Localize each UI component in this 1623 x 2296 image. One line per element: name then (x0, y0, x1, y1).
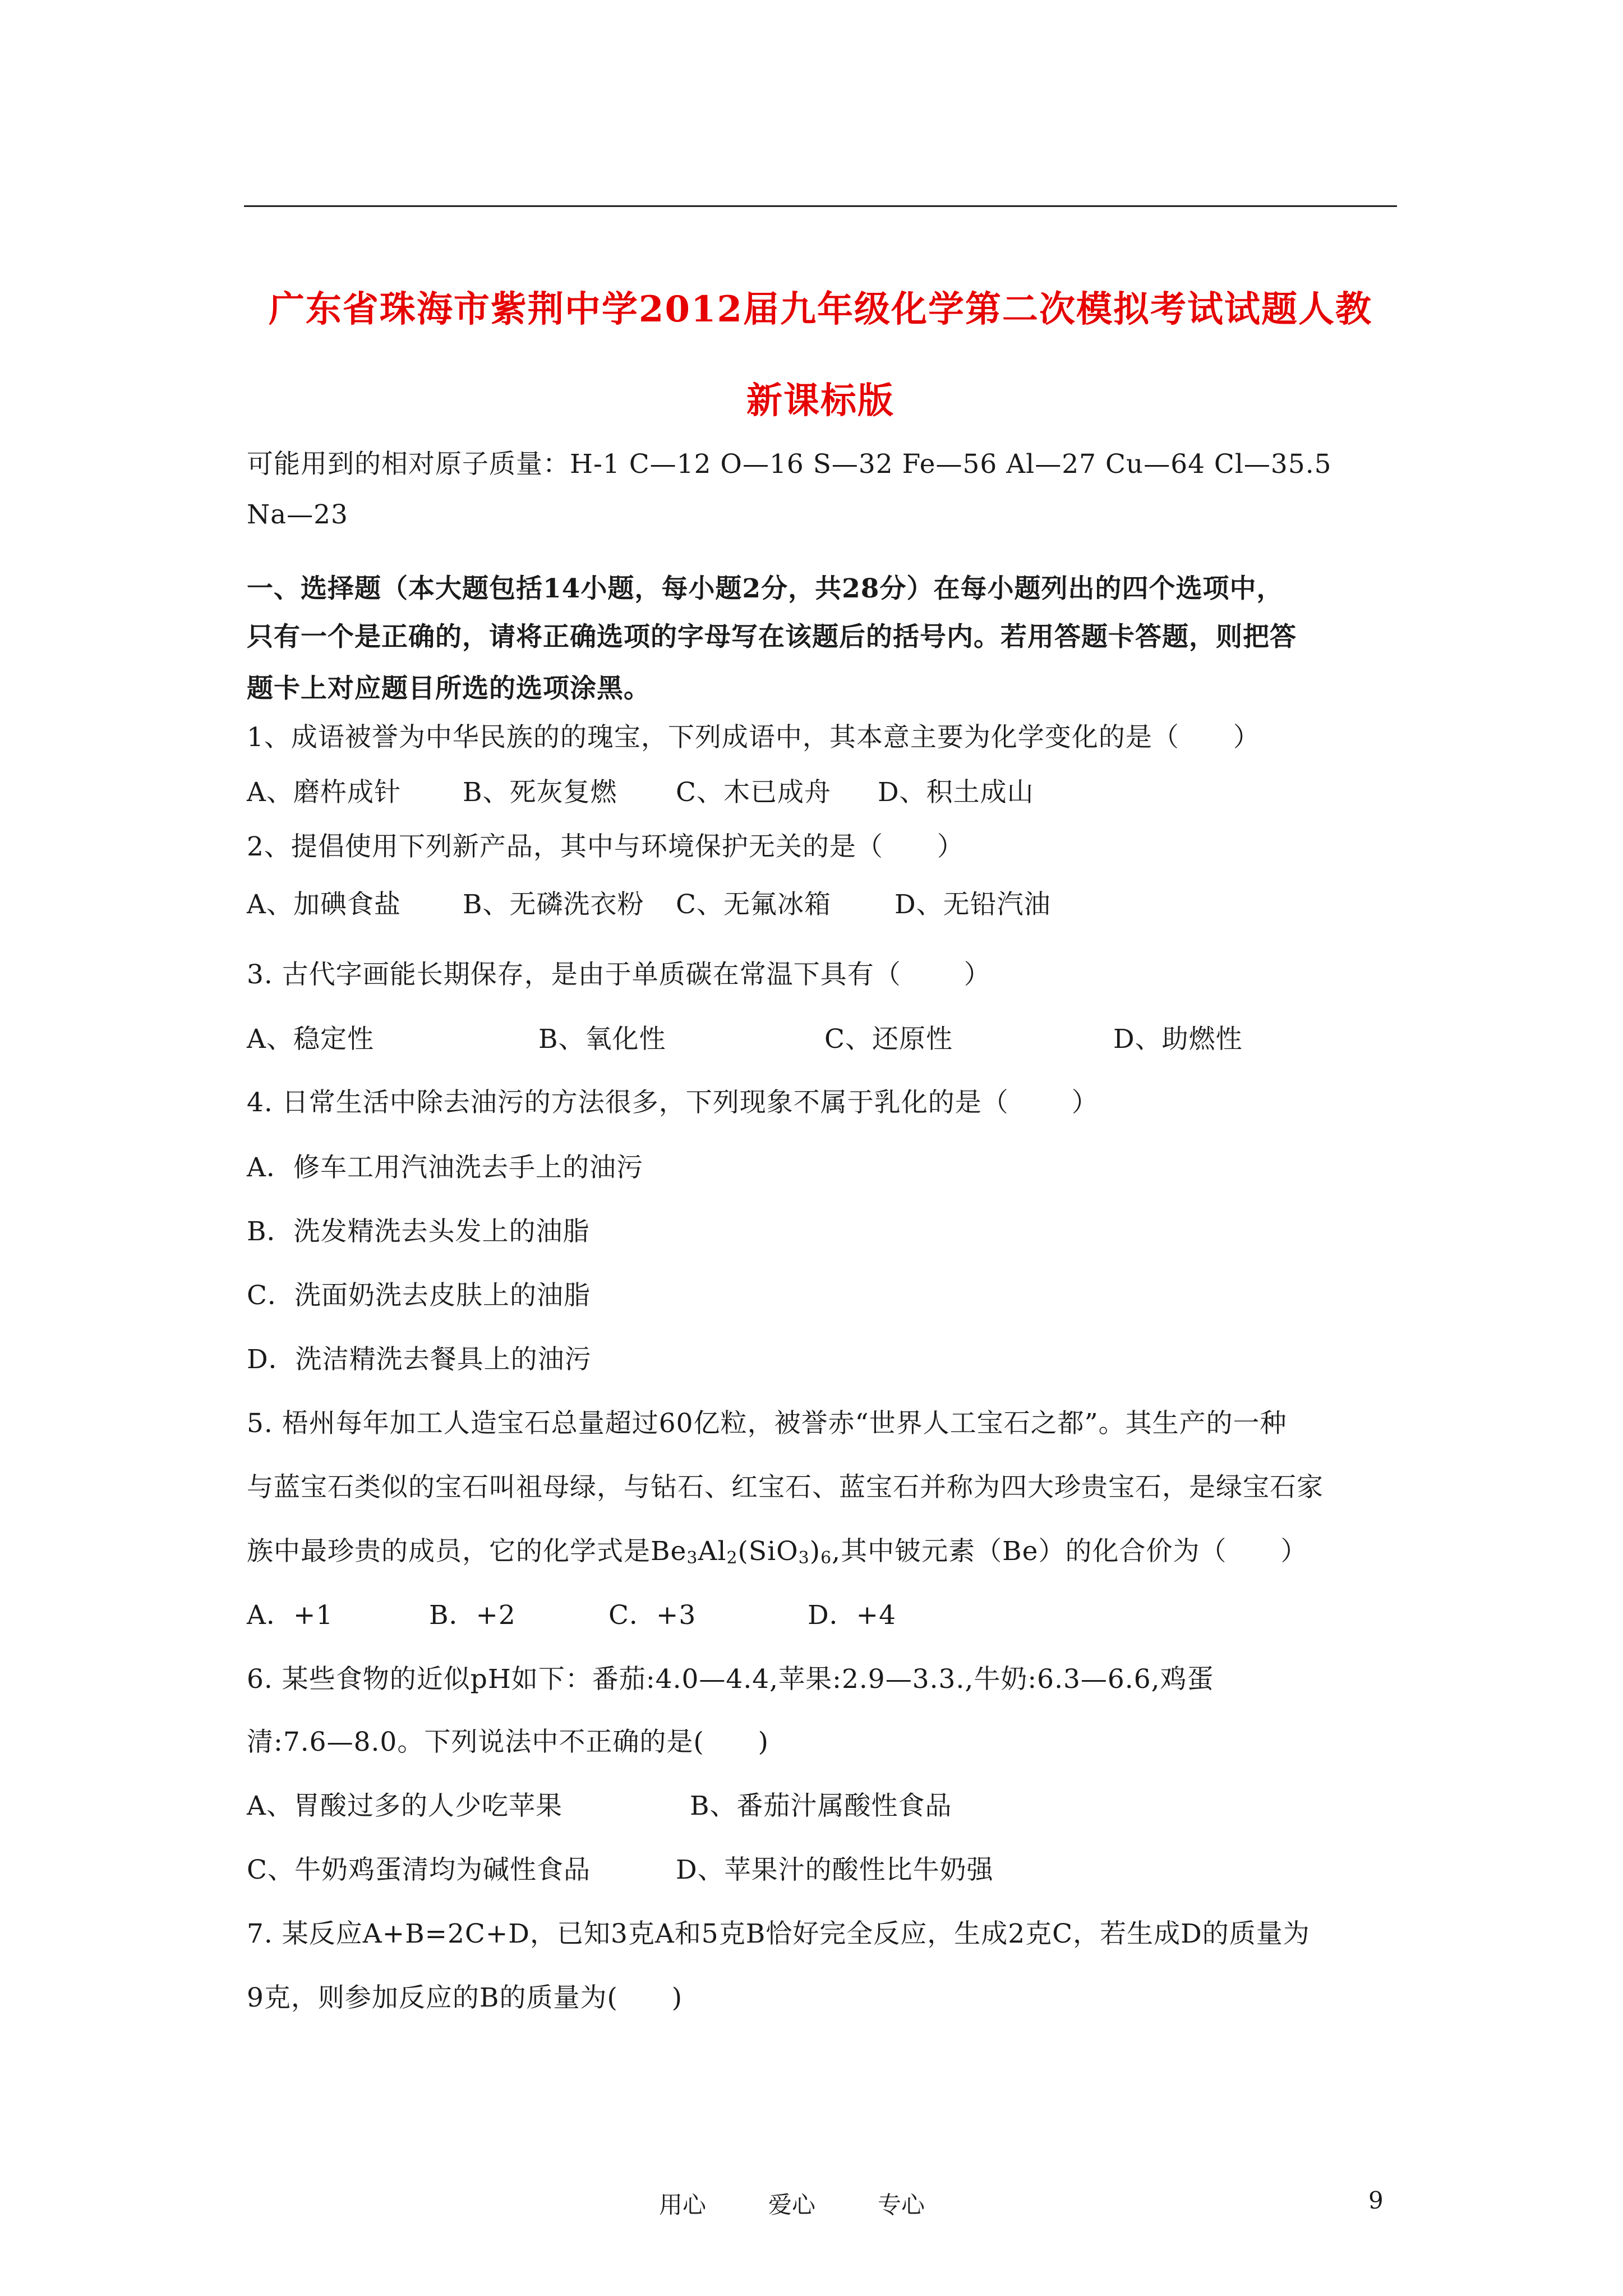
question-1-stem: 1、成语被誉为中华民族的的瑰宝，下列成语中，其本意主要为化学变化的是（ ） (247, 722, 1260, 753)
footer-motto-1: 用心 (659, 2191, 707, 2219)
atomic-masses-line2: Na—23 (247, 499, 348, 530)
question-2-option-a: A、加碘食盐 (247, 889, 401, 920)
question-2-stem: 2、提倡使用下列新产品，其中与环境保护无关的是（ ） (247, 831, 964, 862)
question-4-option-a: A．修车工用汽油洗去手上的油污 (247, 1152, 643, 1183)
question-3-option-a: A、稳定性 (247, 1024, 374, 1055)
formula-part: Al (698, 1536, 727, 1567)
question-1-option-a: A、磨杵成针 (247, 777, 401, 808)
section1-instructions-line3: 题卡上对应题目所选的选项涂黑。 (247, 673, 651, 704)
question-5-line2: 与蓝宝石类似的宝石叫祖母绿，与钻石、红宝石、蓝宝石并称为四大珍贵宝石，是绿宝石家 (247, 1472, 1324, 1503)
question-3-option-b: B、氧化性 (538, 1024, 666, 1055)
question-6-option-a: A、胃酸过多的人少吃苹果 (247, 1791, 562, 1821)
section1-instructions-line1: 一、选择题（本大题包括14小题，每小题2分，共28分）在每小题列出的四个选项中， (247, 573, 1284, 604)
question-4-option-d: D．洗洁精洗去餐具上的油污 (247, 1344, 592, 1375)
question-7-line1: 7. 某反应A+B=2C+D，已知3克A和5克B恰好完全反应，生成2克C，若生成D的质量为 (247, 1918, 1310, 1949)
question-3-option-d: D、助燃性 (1113, 1024, 1243, 1055)
formula-part: ) (809, 1536, 821, 1567)
question-3-stem: 3. 古代字画能长期保存，是由于单质碳在常温下具有（ ） (247, 959, 991, 990)
atomic-masses-line1: 可能用到的相对原子质量：H-1 C—12 O—16 S—32 Fe—56 Al—27 Cu—64 Cl—35.5 (247, 449, 1332, 480)
formula-subscript: 2 (726, 1548, 738, 1568)
question-5-option-a: A．+1 (247, 1600, 334, 1631)
question-6-line2: 清:7.6—8.0。下列说法中不正确的是( ) (247, 1727, 769, 1757)
formula-subscript: 3 (798, 1548, 810, 1568)
question-6-option-b: B、番茄汁属酸性食品 (690, 1791, 952, 1821)
question-6-option-d: D、苹果汁的酸性比牛奶强 (676, 1855, 994, 1885)
formula-part: (SiO (737, 1536, 799, 1567)
question-1-option-b: B、死灰复燃 (463, 777, 617, 808)
question-5-option-b: B．+2 (429, 1600, 516, 1631)
page-number: 9 (1368, 2187, 1384, 2214)
question-5-option-c: C．+3 (608, 1600, 697, 1631)
question-3-option-c: C、还原性 (824, 1024, 953, 1055)
question-2-option-c: C、无氟冰箱 (676, 889, 831, 920)
question-1-option-c: C、木已成舟 (676, 777, 831, 808)
formula-subscript: 6 (820, 1548, 832, 1568)
section1-instructions-line2: 只有一个是正确的，请将正确选项的字母写在该题后的括号内。若用答题卡答题，则把答 (247, 622, 1297, 652)
question-5-line3-rest: ,其中铍元素（Be）的化合价为（ ） (832, 1536, 1308, 1567)
footer-motto-2: 爱心 (768, 2191, 816, 2219)
footer-motto-3: 专心 (878, 2191, 925, 2219)
question-4-option-b: B．洗发精洗去头发上的油脂 (247, 1216, 590, 1247)
question-5-line1: 5. 梧州每年加工人造宝石总量超过60亿粒，被誉赤“世界人工宝石之都”。其生产的一种 (247, 1408, 1287, 1439)
question-4-stem: 4. 日常生活中除去油污的方法很多，下列现象不属于乳化的是（ ） (247, 1087, 1099, 1118)
question-5-line3-text: 族中最珍贵的成员，它的化学式是Be (247, 1536, 687, 1567)
exam-title-line1: 广东省珠海市紫荆中学2012届九年级化学第二次模拟考试试题人教 (268, 288, 1373, 330)
question-4-option-c: C．洗面奶洗去皮肤上的油脂 (247, 1280, 591, 1311)
question-2-option-d: D、无铅汽油 (895, 889, 1051, 920)
question-7-line2: 9克，则参加反应的B的质量为( ) (247, 1982, 683, 2013)
question-5-option-d: D．+4 (808, 1600, 896, 1631)
question-6-option-c: C、牛奶鸡蛋清均为碱性食品 (247, 1855, 591, 1885)
exam-title-line2: 新课标版 (746, 380, 895, 422)
question-2-option-b: B、无磷洗衣粉 (463, 889, 644, 920)
question-1-option-d: D、积土成山 (878, 777, 1034, 808)
header-rule (244, 205, 1397, 207)
question-6-line1: 6. 某些食物的近似pH如下：番茄:4.0—4.4,苹果:2.9—3.3.,牛奶:6.3—6.6,鸡蛋 (247, 1664, 1214, 1695)
formula-subscript: 3 (686, 1548, 698, 1568)
question-5-line3 (247, 1530, 1402, 1568)
